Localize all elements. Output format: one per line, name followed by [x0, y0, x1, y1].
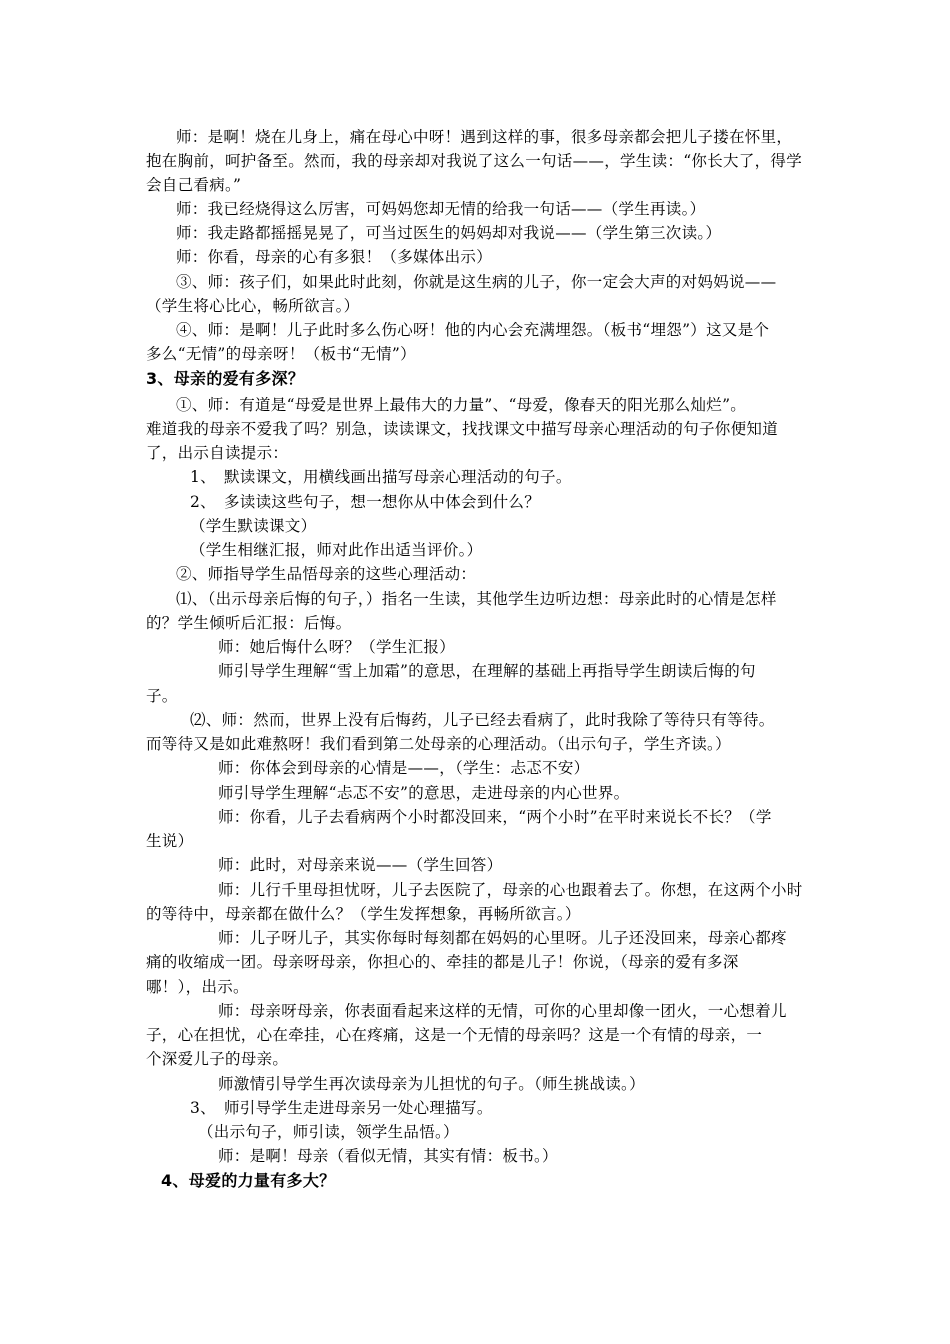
text-line: （学生将心比心，畅所欲言。）: [146, 297, 360, 315]
text-line: 了，出示自读提示：: [146, 444, 289, 462]
text-line: 师引导学生理解“雪上加霜”的意思，在理解的基础上再指导学生朗读后悔的句: [218, 662, 756, 680]
list-item: 3、 师引导学生走进母亲另一处心理描写。: [190, 1099, 493, 1117]
text-line: 生说）: [146, 832, 194, 850]
text-line: 师：儿行千里母担忧呀，儿子去医院了，母亲的心也跟着去了。你想，在这两个小时: [218, 881, 803, 899]
text-line: 子。: [146, 687, 178, 705]
text-line: 师引导学生理解“忐忑不安”的意思，走进母亲的内心世界。: [218, 784, 630, 802]
text-line: 师：我已经烧得这么厉害，可妈妈您却无情的给我一句话——（学生再读。）: [176, 200, 706, 218]
text-line: 抱在胸前，呵护备至。然而，我的母亲却对我说了这么一句话——，学生读：“你长大了，得学: [146, 152, 803, 170]
text-line: 师：母亲呀母亲，你表面看起来这样的无情，可你的心里却像一团火，一心想着儿: [218, 1002, 787, 1020]
text-line: 师：我走路都摇摇晃晃了，可当过医生的妈妈却对我说——（学生第三次读。）: [176, 224, 722, 242]
list-item: 1、 默读课文，用横线画出描写母亲心理活动的句子。: [190, 468, 572, 486]
text-line: 会自己看病。”: [146, 176, 242, 194]
text-line: 师：儿子呀儿子，其实你每时每刻都在妈妈的心里呀。儿子还没回来，母亲心都疼: [218, 929, 787, 947]
text-line: （学生默读课文）: [190, 517, 317, 535]
text-line: 痛的收缩成一团。母亲呀母亲，你担心的、牵挂的都是儿子！你说，（母亲的爱有多深: [146, 953, 739, 971]
text-line: （学生相继汇报，师对此作出适当评价。）: [190, 541, 483, 559]
text-line: 师：是啊！母亲（看似无情，其实有情：板书。）: [218, 1147, 558, 1165]
text-line: 师激情引导学生再次读母亲为儿担忧的句子。（师生挑战读。）: [218, 1075, 645, 1093]
text-line: 的等待中，母亲都在做什么？（学生发挥想象，再畅所欲言。）: [146, 905, 581, 923]
text-line: 师：她后悔什么呀？（学生汇报）: [218, 638, 456, 656]
text-line: ⑵、师：然而，世界上没有后悔药，儿子已经去看病了，此时我除了等待只有等待。: [190, 711, 775, 729]
text-line: 而等待又是如此难熬呀！我们看到第二处母亲的心理活动。（出示句子，学生齐读。）: [146, 735, 731, 753]
text-line: 师：你看，儿子去看病两个小时都没回来，“两个小时”在平时来说长不长？（学: [218, 808, 772, 826]
text-line: 师：你体会到母亲的心情是——，（学生：忐忑不安）: [218, 759, 590, 777]
text-line: 师：此时，对母亲来说——（学生回答）: [218, 856, 503, 874]
text-line: ①、师：有道是“母爱是世界上最伟大的力量”、“母爱，像春天的阳光那么灿烂”。: [176, 396, 747, 414]
text-line: ②、师指导学生品悟母亲的这些心理活动：: [176, 565, 477, 583]
text-line: 子，心在担忧，心在牵挂，心在疼痛，这是一个无情的母亲吗？这是一个有情的母亲，一: [146, 1026, 763, 1044]
text-line: 个深爱儿子的母亲。: [146, 1050, 289, 1068]
text-line: 哪！），出示。: [146, 978, 249, 996]
section-heading-3: 3、母亲的爱有多深？: [146, 369, 305, 388]
text-line: 多么“无情”的母亲呀！（板书“无情”）: [146, 345, 416, 363]
text-line: ④、师：是啊！儿子此时多么伤心呀！他的内心会充满埋怨。（板书“埋怨”）这又是个: [176, 321, 770, 339]
text-line: 师：是啊！烧在儿身上，痛在母心中呀！遇到这样的事，很多母亲都会把儿子搂在怀里，: [176, 128, 793, 146]
text-line: 师：你看，母亲的心有多狠！（多媒体出示）: [176, 248, 493, 266]
text-line: ⑴、（出示母亲后悔的句子，）指名一生读，其他学生边听边想：母亲此时的心情是怎样: [176, 590, 777, 608]
text-line: 的？学生倾听后汇报：后悔。: [146, 614, 352, 632]
list-item: 2、 多读读这些句子，想一想你从中体会到什么？: [190, 493, 541, 511]
text-line: （出示句子，师引读，领学生品悟。）: [198, 1123, 459, 1141]
section-heading-4: 4、母爱的力量有多大？: [161, 1171, 336, 1190]
text-line: 难道我的母亲不爱我了吗？别急，读读课文，找找课文中描写母亲心理活动的句子你便知道: [146, 420, 779, 438]
text-line: ③、师：孩子们，如果此时此刻，你就是这生病的儿子，你一定会大声的对妈妈说——: [176, 273, 777, 291]
